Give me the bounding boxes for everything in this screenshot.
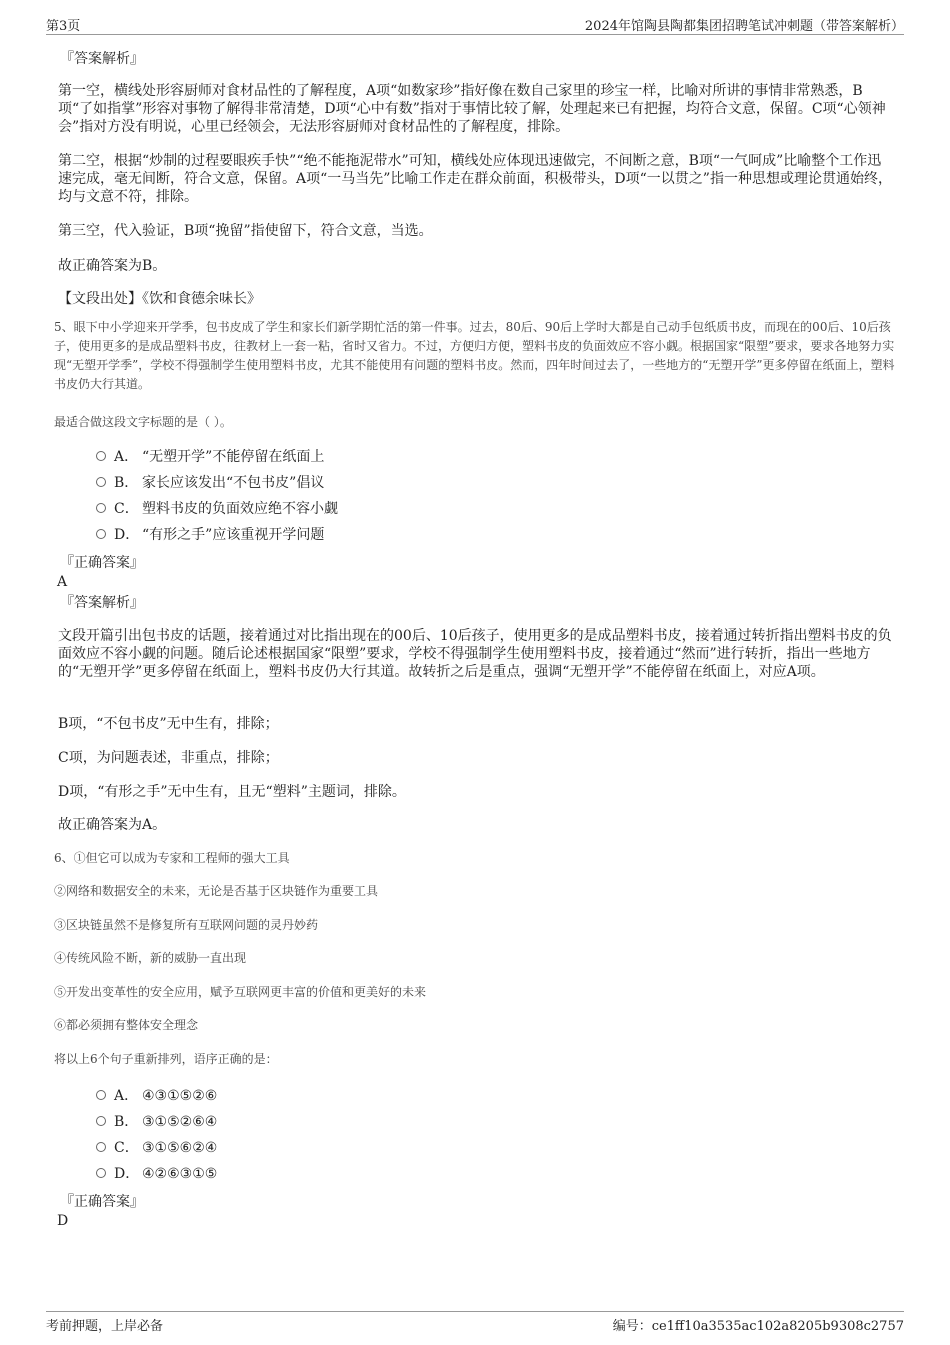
option-text: “有形之手”应该重视开学问题 [142,527,325,543]
q5-analysis-d: D项，“有形之手”无中生有，且无“塑料”主题词，排除。 [58,784,406,800]
radio-icon[interactable] [96,503,106,513]
option-key: A． [114,449,139,465]
radio-icon[interactable] [96,529,106,539]
option-text: “无塑开学”不能停留在纸面上 [142,449,325,465]
correct-answer-label: 『正确答案』 [60,1194,144,1210]
page-header [46,14,904,35]
correct-answer-value: D [57,1213,69,1229]
q6-sentence-1: 6、①但它可以成为专家和工程师的强大工具 [54,851,290,865]
radio-icon[interactable] [96,1116,106,1126]
option-key: D． [114,527,140,543]
analysis-label: 『答案解析』 [60,595,144,611]
analysis-paragraph-1: 第一空，横线处形容厨师对食材品性的了解程度，A项“如数家珍”指好像在数自己家里的珍宝一样，比喻对所讲的事情非常熟悉，B项“了如指掌”形容对事物了解得非常清楚，D项“心中有数”指对于事情比较了解，处理起来已有把握，均符合文意，保留。C项“心领神会”指对方没有明说，心里已经领会，无法形容厨师对食材品性的了解程度，排除。 [58,83,886,135]
q6-sentence-4: ④传统风险不断，新的威胁一直出现 [54,951,247,965]
q5-option-d[interactable] [96,526,324,544]
answer-statement: 故正确答案为A。 [58,817,167,833]
q6-sentence-5: ⑤开发出变革性的安全应用，赋予互联网更丰富的价值和更美好的未来 [54,985,427,999]
q6-option-a[interactable] [96,1087,217,1105]
option-key: A． [114,1088,139,1104]
analysis-label: 『答案解析』 [60,51,144,67]
option-key: C． [114,501,139,517]
answer-statement: 故正确答案为B。 [58,258,167,274]
radio-icon[interactable] [96,1090,106,1100]
option-text: ④②⑥③①⑤ [142,1166,218,1182]
q6-option-b[interactable] [96,1113,217,1131]
option-key: D． [114,1166,140,1182]
option-key: B． [114,475,139,491]
option-text: 家长应该发出“不包书皮”倡议 [142,475,325,491]
q6-sentence-6: ⑥都必须拥有整体安全理念 [54,1018,199,1032]
q5-analysis-c: C项，为问题表述，非重点，排除； [58,750,279,766]
analysis-paragraph-2: 第二空，根据“炒制的过程要眼疾手快”“绝不能拖泥带水”可知，横线处应体现迅速做完，不间断之意，B项“一气呵成”比喻整个工作迅速完成，毫无间断，符合文意，保留。A项“一马当先”比喻工作走在群众前面，积极带头，D项“一以贯之”指一种思想或理论贯通始终，均与文意不符，排除。 [58,153,892,205]
document-code: 编号：ce1ff10a3535ac102a8205b9308c2757 [612,1319,904,1334]
correct-answer-value: A [57,574,68,590]
analysis-paragraph-3: 第三空，代入验证，B项“挽留”指使留下，符合文意，当选。 [58,223,433,239]
q6-sentence-3: ③区块链虽然不是修复所有互联网问题的灵丹妙药 [54,918,319,932]
q6-option-c[interactable] [96,1139,217,1157]
correct-answer-label: 『正确答案』 [60,555,144,571]
question-5-stem: 5、眼下中小学迎来开学季，包书皮成了学生和家长们新学期忙活的第一件事。过去，80后、90后上学时大都是自己动手包纸质书皮，而现在的00后、10后孩子，使用更多的是成品塑料书皮，往教材上一套一粘，省时又省力。不过，方便归方便，塑料书皮的负面效应不容小觑。根据国家“限塑”要求，要求各地努力实现“无塑开学季”，学校不得强制学生使用塑料书皮，尤其不能使用有问题的塑料书皮。然而，四年时间过去了，一些地方的“无塑开学”更多停留在纸面上，塑料书皮仍大行其道。 [54,320,895,391]
option-text: ③①⑤⑥②④ [142,1140,218,1156]
radio-icon[interactable] [96,451,106,461]
option-key: B． [114,1114,139,1130]
option-key: C． [114,1140,139,1156]
q6-option-d[interactable] [96,1165,217,1183]
option-text: 塑料书皮的负面效应绝不容小觑 [142,501,338,517]
question-5-prompt: 最适合做这段文字标题的是（ ）。 [54,415,232,429]
q5-analysis-b: B项，“不包书皮”无中生有，排除； [58,716,279,732]
page-footer [46,1311,904,1334]
document-title: 2024年馆陶县陶都集团招聘笔试冲刺题（带答案解析） [584,19,904,34]
question-6-prompt: 将以上6个句子重新排列，语序正确的是： [54,1052,278,1066]
page-number: 第3页 [46,19,81,34]
radio-icon[interactable] [96,477,106,487]
q5-option-a[interactable] [96,448,324,466]
q5-option-b[interactable] [96,474,324,492]
q5-option-c[interactable] [96,500,338,518]
footer-slogan: 考前押题，上岸必备 [46,1319,164,1334]
option-text: ④③①⑤②⑥ [142,1088,218,1104]
q5-analysis-paragraph: 文段开篇引出包书皮的话题，接着通过对比指出现在的00后、10后孩子，使用更多的是成品塑料书皮，接着通过转折指出塑料书皮的负面效应不容小觑的问题。随后论述根据国家“限塑”要求，学校不得强制学生使用塑料书皮，接着通过“然而”进行转折，指出一些地方的“无塑开学”更多停留在纸面上，塑料书皮仍大行其道。故转折之后是重点，强调“无塑开学”不能停留在纸面上，对应A项。 [58,628,892,680]
option-text: ③①⑤②⑥④ [142,1114,218,1130]
radio-icon[interactable] [96,1168,106,1178]
source-citation: 【文段出处】《饮和食德余味长》 [58,291,261,307]
radio-icon[interactable] [96,1142,106,1152]
q6-sentence-2: ②网络和数据安全的未来，无论是否基于区块链作为重要工具 [54,884,379,898]
